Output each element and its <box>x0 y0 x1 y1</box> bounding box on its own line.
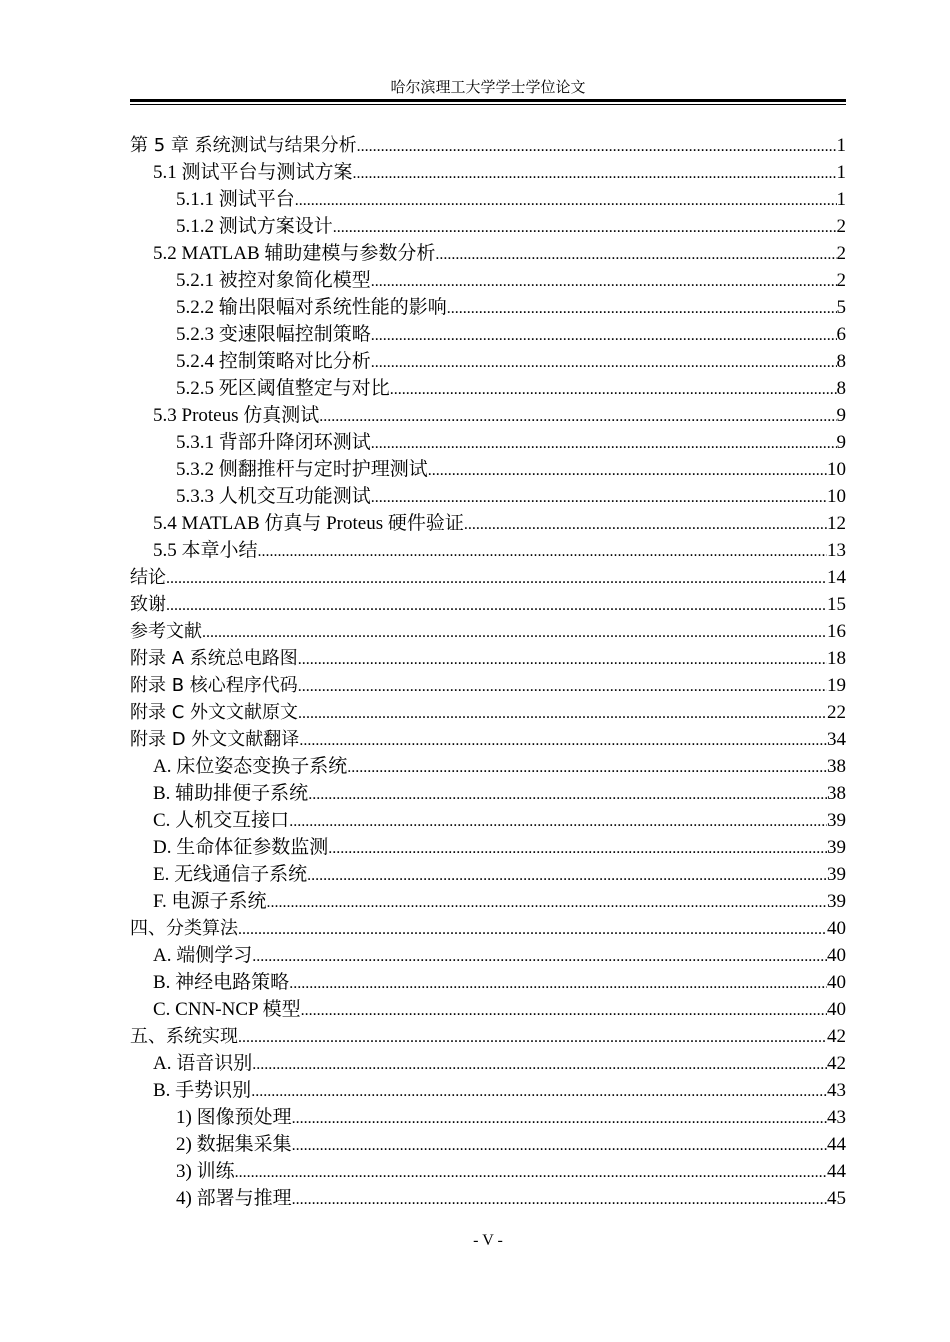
toc-entry-label: 参考文献 <box>130 621 202 642</box>
toc-entry-label: 附录 D 外文文献翻译 <box>130 729 300 750</box>
toc-entry-page: 40 <box>827 999 846 1020</box>
toc-entry-label: 2) 数据集采集 <box>176 1134 292 1155</box>
toc-entry-page: 8 <box>836 351 846 372</box>
toc-entry-label: 附录 C 外文文献原文 <box>130 702 299 723</box>
toc-entry-page: 39 <box>827 837 846 858</box>
toc-entry-label: 五、系统实现 <box>130 1026 238 1047</box>
page-number: - V - <box>473 1232 503 1249</box>
toc-entry[interactable] <box>130 1050 846 1077</box>
toc-dot-leader <box>298 673 827 699</box>
toc-entry-label: F. 电源子系统 <box>153 891 267 912</box>
toc-entry[interactable] <box>130 267 846 294</box>
toc-entry[interactable] <box>130 861 846 888</box>
toc-entry-page: 2 <box>836 216 846 237</box>
toc-entry-page: 43 <box>827 1107 846 1128</box>
toc-entry-label: 5.3.1 背部升降闭环测试 <box>176 432 371 453</box>
toc-entry[interactable] <box>130 1185 846 1212</box>
toc-entry-page: 15 <box>827 594 846 615</box>
toc-dot-leader <box>328 835 827 861</box>
toc-entry[interactable] <box>130 186 846 213</box>
toc-dot-leader <box>301 997 827 1023</box>
toc-entry-page: 8 <box>836 378 846 399</box>
toc-entry[interactable] <box>130 834 846 861</box>
header-rule-thick <box>130 99 846 102</box>
toc-entry-label: 附录 A 系统总电路图 <box>130 648 298 669</box>
toc-entry[interactable] <box>130 942 846 969</box>
toc-dot-leader <box>166 592 827 618</box>
toc-entry-label: 3) 训练 <box>176 1161 235 1182</box>
toc-entry-label: 5.1.2 测试方案设计 <box>176 216 333 237</box>
toc-dot-leader <box>289 808 827 834</box>
toc-dot-leader <box>251 1078 827 1104</box>
toc-dot-leader <box>428 457 827 483</box>
toc-entry-page: 10 <box>827 486 846 507</box>
toc-entry-label: 5.5 本章小结 <box>153 540 258 561</box>
toc-entry[interactable] <box>130 1023 846 1050</box>
toc-entry-label: 致谢 <box>130 594 166 615</box>
toc-entry[interactable] <box>130 888 846 915</box>
toc-entry-page: 5 <box>836 297 846 318</box>
toc-entry-page: 1 <box>836 189 846 210</box>
toc-dot-leader <box>357 133 837 159</box>
toc-entry-label: 5.2.3 变速限幅控制策略 <box>176 324 371 345</box>
toc-entry-page: 14 <box>827 567 846 588</box>
toc-entry[interactable] <box>130 132 846 159</box>
toc-entry[interactable] <box>130 969 846 996</box>
toc-entry[interactable] <box>130 429 846 456</box>
toc-entry-page: 44 <box>827 1134 846 1155</box>
toc-entry[interactable] <box>130 753 846 780</box>
toc-entry-label: B. 神经电路策略 <box>153 972 290 993</box>
toc-entry[interactable] <box>130 618 846 645</box>
toc-dot-leader <box>333 214 837 240</box>
toc-dot-leader <box>435 241 836 267</box>
toc-dot-leader <box>258 538 827 564</box>
toc-entry-page: 42 <box>827 1053 846 1074</box>
toc-entry-label: 5.2 MATLAB 辅助建模与参数分析 <box>153 243 436 264</box>
toc-dot-leader <box>267 889 827 915</box>
toc-dot-leader <box>292 1105 827 1131</box>
toc-entry-label: E. 无线通信子系统 <box>153 864 308 885</box>
toc-entry-page: 10 <box>827 459 846 480</box>
header-rule-thin <box>130 104 846 105</box>
toc-entry[interactable] <box>130 1104 846 1131</box>
toc-entry-page: 22 <box>827 702 846 723</box>
toc-dot-leader <box>371 430 837 456</box>
toc-dot-leader <box>295 187 837 213</box>
toc-entry[interactable] <box>130 996 846 1023</box>
toc-entry-page: 40 <box>827 945 846 966</box>
toc-entry-page: 44 <box>827 1161 846 1182</box>
toc-entry-label: 附录 B 核心程序代码 <box>130 675 298 696</box>
toc-entry-label: 5.2.2 输出限幅对系统性能的影响 <box>176 297 447 318</box>
toc-entry-label: 5.4 MATLAB 仿真与 Proteus 硬件验证 <box>153 513 464 534</box>
toc-entry[interactable] <box>130 915 846 942</box>
toc-dot-leader <box>371 322 837 348</box>
toc-entry-label: A. 语音识别 <box>153 1053 253 1074</box>
toc-dot-leader <box>353 160 837 186</box>
toc-entry[interactable] <box>130 375 846 402</box>
toc-dot-leader <box>292 1186 827 1212</box>
toc-entry[interactable] <box>130 591 846 618</box>
toc-entry-label: 5.3.3 人机交互功能测试 <box>176 486 371 507</box>
toc-entry[interactable] <box>130 672 846 699</box>
toc-entry[interactable] <box>130 294 846 321</box>
toc-entry-label: 5.1.1 测试平台 <box>176 189 295 210</box>
toc-entry-label: 5.3.2 侧翻推杆与定时护理测试 <box>176 459 428 480</box>
toc-entry-page: 1 <box>836 135 846 156</box>
toc-entry[interactable] <box>130 348 846 375</box>
toc-entry-page: 18 <box>827 648 846 669</box>
toc-entry-label: A. 端侧学习 <box>153 945 253 966</box>
toc-dot-leader <box>238 916 827 942</box>
toc-entry[interactable] <box>130 780 846 807</box>
toc-entry-label: 1) 图像预处理 <box>176 1107 292 1128</box>
toc-entry-page: 40 <box>827 972 846 993</box>
toc-entry-label: C. 人机交互接口 <box>153 810 290 831</box>
toc-entry-label: D. 生命体征参数监测 <box>153 837 329 858</box>
toc-entry[interactable] <box>130 213 846 240</box>
toc-entry-page: 2 <box>836 270 846 291</box>
toc-entry[interactable] <box>130 699 846 726</box>
toc-entry[interactable] <box>130 726 846 753</box>
toc-entry-label: 5.2.1 被控对象简化模型 <box>176 270 371 291</box>
toc-entry-page: 13 <box>827 540 846 561</box>
toc-entry-label: 4) 部署与推理 <box>176 1188 292 1209</box>
toc-entry[interactable] <box>130 159 846 186</box>
toc-entry[interactable] <box>130 1077 846 1104</box>
toc-entry-page: 9 <box>836 405 846 426</box>
toc-entry-page: 40 <box>827 918 846 939</box>
toc-entry[interactable] <box>130 510 846 537</box>
toc-entry[interactable] <box>130 807 846 834</box>
toc-entry[interactable] <box>130 240 846 267</box>
toc-entry-page: 2 <box>836 243 846 264</box>
toc-dot-leader <box>464 511 827 537</box>
toc-entry[interactable] <box>130 1158 846 1185</box>
toc-dot-leader <box>235 1159 827 1185</box>
toc-dot-leader <box>371 268 837 294</box>
toc-dot-leader <box>166 565 827 591</box>
toc-entry-page: 43 <box>827 1080 846 1101</box>
toc-entry-page: 38 <box>827 783 846 804</box>
toc-dot-leader <box>347 754 827 780</box>
toc-entry-page: 42 <box>827 1026 846 1047</box>
toc-entry-label: 5.3 Proteus 仿真测试 <box>153 405 320 426</box>
toc-entry[interactable] <box>130 402 846 429</box>
toc-dot-leader <box>390 376 837 402</box>
toc-entry-page: 45 <box>827 1188 846 1209</box>
toc-entry-page: 6 <box>836 324 846 345</box>
toc-entry[interactable] <box>130 1131 846 1158</box>
toc-dot-leader <box>202 619 827 645</box>
toc-entry-label: 5.2.4 控制策略对比分析 <box>176 351 371 372</box>
toc-entry-page: 39 <box>827 891 846 912</box>
toc-dot-leader <box>371 484 827 510</box>
toc-entry-page: 19 <box>827 675 846 696</box>
toc-dot-leader <box>292 1132 827 1158</box>
toc-entry-page: 1 <box>836 162 846 183</box>
toc-entry-page: 16 <box>827 621 846 642</box>
running-header: 哈尔滨理工大学学士学位论文 <box>390 80 586 96</box>
toc-dot-leader <box>289 970 827 996</box>
toc-entry-page: 38 <box>827 756 846 777</box>
toc-entry-label: C. CNN-NCP 模型 <box>153 999 301 1020</box>
toc-entry[interactable] <box>130 456 846 483</box>
toc-entry-label: 5.2.5 死区阈值整定与对比 <box>176 378 390 399</box>
toc-dot-leader <box>447 295 837 321</box>
toc-entry[interactable] <box>130 537 846 564</box>
toc-entry-label: 四、分类算法 <box>130 918 238 939</box>
toc-entry-label: B. 辅助排便子系统 <box>153 783 309 804</box>
toc-entry[interactable] <box>130 321 846 348</box>
toc-entry[interactable] <box>130 564 846 591</box>
toc-entry-label: A. 床位姿态变换子系统 <box>153 756 348 777</box>
toc-dot-leader <box>298 646 827 672</box>
toc-dot-leader <box>371 349 837 375</box>
toc-entry-label: 5.1 测试平台与测试方案 <box>153 162 353 183</box>
toc-entry-page: 39 <box>827 810 846 831</box>
toc-dot-leader <box>308 781 827 807</box>
toc-dot-leader <box>252 943 827 969</box>
table-of-contents <box>130 132 846 1212</box>
toc-dot-leader <box>299 727 827 753</box>
toc-dot-leader <box>307 862 827 888</box>
toc-entry[interactable] <box>130 645 846 672</box>
toc-dot-leader <box>298 700 827 726</box>
toc-dot-leader <box>319 403 836 429</box>
toc-entry-label: B. 手势识别 <box>153 1080 252 1101</box>
toc-entry-label: 结论 <box>130 567 166 588</box>
toc-entry-page: 9 <box>836 432 846 453</box>
toc-dot-leader <box>238 1024 827 1050</box>
toc-dot-leader <box>252 1051 827 1077</box>
toc-entry-page: 34 <box>827 729 846 750</box>
toc-entry-label: 第 5 章 系统测试与结果分析 <box>130 135 357 156</box>
toc-entry[interactable] <box>130 483 846 510</box>
toc-entry-page: 12 <box>827 513 846 534</box>
toc-entry-page: 39 <box>827 864 846 885</box>
